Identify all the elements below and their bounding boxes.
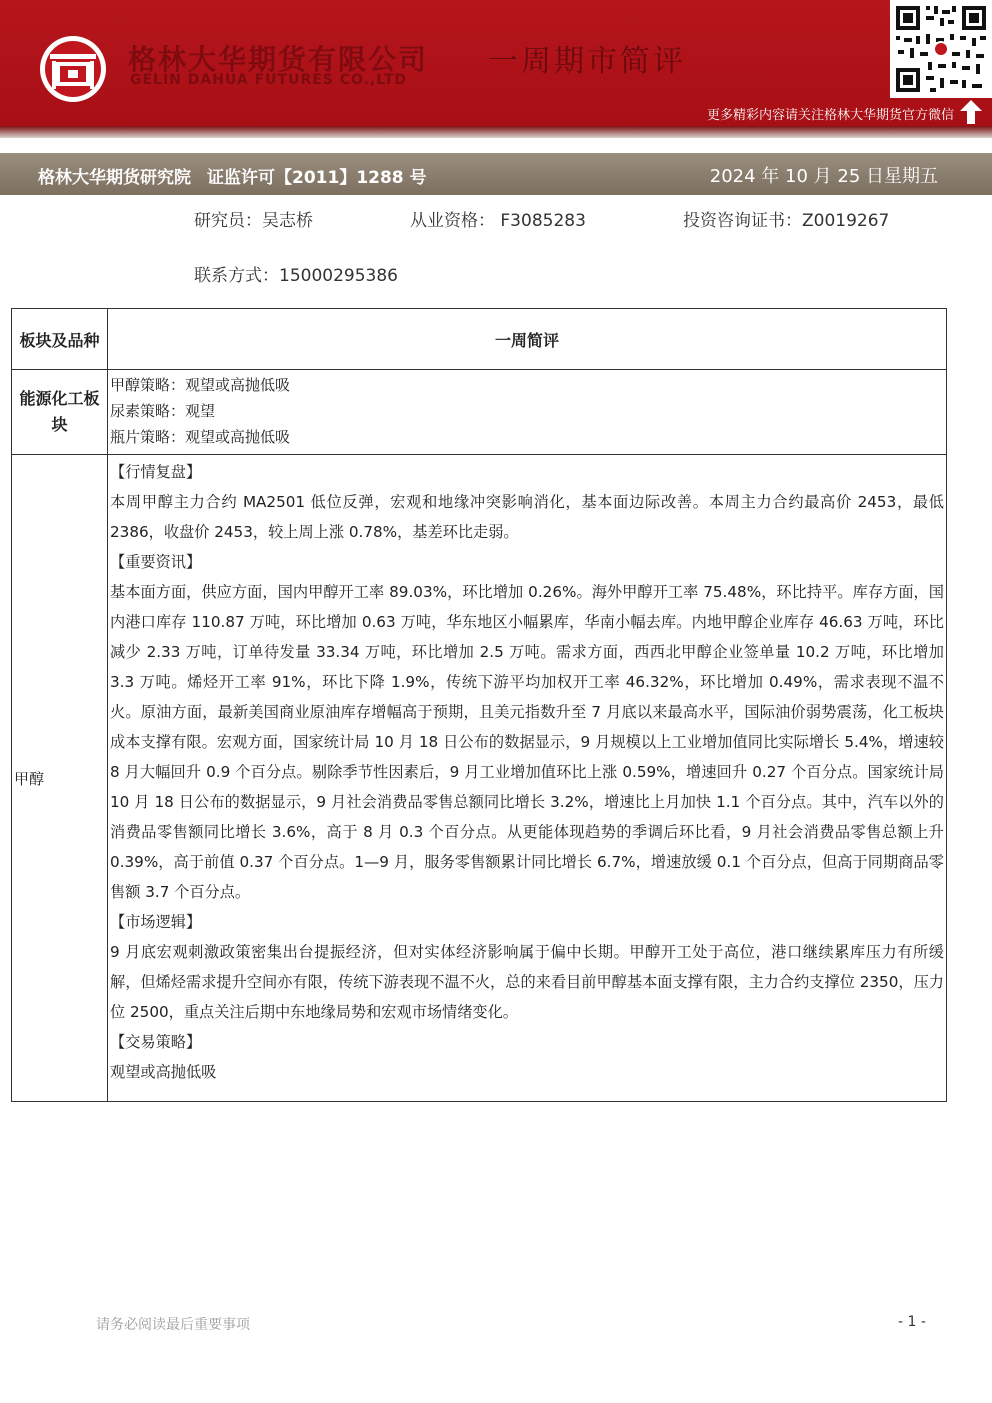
weekly-review-table: [11, 308, 947, 1102]
header-stripe: [0, 126, 992, 138]
info-bar-left: [38, 163, 427, 188]
section-title-strategy: 【交易策略】: [110, 1033, 202, 1051]
company-name-cn: 格林大华期货有限公司: [128, 43, 429, 76]
news-text: 基本面方面，供应方面，国内甲醇开工率 89.03%，环比增加 0.26%。海外甲醇开工率 75.48%，环比持平。库存方面，国内港口库存 110.87 万吨，环比增加 0.63 万吨，华东地区小幅累库，华南小幅去库。内地甲醇企业库存 46.63 万吨，环比减少 2.33 万吨，订单待发量 33.34 万吨，环比增加 2.5 万吨。需求方面，西西北甲醇企业签单量 10.2 万吨，环比增加 3.3 万吨。烯烃开工率 91%，环比下降 1.9%，传统下游平均加权开工率 46.32%，环比增加 0.49%，需求表现不温不火。原油方面，最新美国商业原油库存增幅高于预期，且美元指数升至 7 月底以来最高水平，国际油价弱势震荡，化工板块成本支撑有限。宏观方面，国家统计局 10 月 18 日公布的数据显示，9 月规模以上工业增加值同比实际增长 5.4%，增速较 8 月大幅回升 0.9 个百分点。剔除季节性因素后，9 月工业增加值环比上涨 0.59%，增速回升 0.27 个百分点。国家统计局 10 月 18 日公布的数据显示，9 月社会消费品零售总额同比增长 3.2%，增速比上月加快 1.1 个百分点。其中，汽车以外的消费品零售额同比增长 3.6%，高于 8 月 0.3 个百分点。从更能体现趋势的季调后环比看，9 月社会消费品零售总额上升 0.39%，高于前值 0.37 个百分点。1—9 月，服务零售额累计同比增长 6.7%，增速放缓 0.1 个百分点，但高于同期商品零售额 3.7 个百分点。: [110, 583, 944, 901]
qualification-id: 从业资格： F3085283: [410, 211, 586, 231]
section-title-market-review: 【行情复盘】: [110, 463, 202, 481]
company-logo-icon: [38, 34, 108, 104]
qr-code-icon: [890, 0, 992, 98]
certificate-id: 投资咨询证书：Z0019267: [683, 211, 890, 231]
table-header-row: [12, 309, 947, 370]
header-review: 一周简评: [108, 309, 947, 370]
header-sector: 板块及品种: [12, 309, 108, 370]
table-row: [12, 370, 947, 455]
researcher-name: 研究员：吴志桥: [194, 211, 313, 231]
contact-info: 联系方式：15000295386: [194, 266, 398, 286]
up-arrow-icon: [960, 100, 982, 124]
wechat-follow-note: 更多精彩内容请关注格林大华期货官方微信: [706, 108, 954, 123]
content-cell: [108, 455, 947, 1102]
market-review-text: 本周甲醇主力合约 MA2501 低位反弹，宏观和地缘冲突影响消化，基本面边际改善。本周主力合约最高价 2453，最低 2386，收盘价 2453，较上周上涨 0.78%，基差环比走弱。: [110, 493, 944, 541]
company-name-en: GELIN DAHUA FUTURES CO.,LTD: [130, 72, 408, 88]
strategy-list: [108, 370, 947, 455]
strategy-text: 观望或高抛低吸: [110, 1063, 217, 1081]
report-title: 一周期市简评: [488, 44, 686, 79]
footer-disclaimer-note: 请务必阅读最后重要事项: [96, 1317, 250, 1333]
page-number: - 1 -: [898, 1314, 926, 1330]
license-number: 证监许可【2011】1288 号: [207, 168, 427, 188]
item-name-cell: 甲醇: [12, 455, 108, 1102]
logic-text: 9 月底宏观刺激政策密集出台提振经济，但对实体经济影响属于偏中长期。甲醇开工处于高位，港口继续累库压力有所缓解，但烯烃需求提升空间亦有限，传统下游表现不温不火，总的来看目前甲醇基本面支撑有限，主力合约支撑位 2350，压力位 2500，重点关注后期中东地缘局势和宏观市场情绪变化。: [110, 943, 944, 1021]
category-cell: 能源化工板块: [12, 370, 108, 455]
list-item: 甲醇策略：观望或高抛低吸: [110, 376, 291, 394]
list-item: 瓶片策略：观望或高抛低吸: [110, 428, 291, 446]
list-item: 尿素策略：观望: [110, 402, 216, 420]
table-row: [12, 455, 947, 1102]
report-date: 2024 年 10 月 25 日星期五: [709, 166, 938, 187]
institute-name: 格林大华期货研究院: [38, 168, 191, 188]
section-title-logic: 【市场逻辑】: [110, 913, 202, 931]
section-title-news: 【重要资讯】: [110, 553, 202, 571]
